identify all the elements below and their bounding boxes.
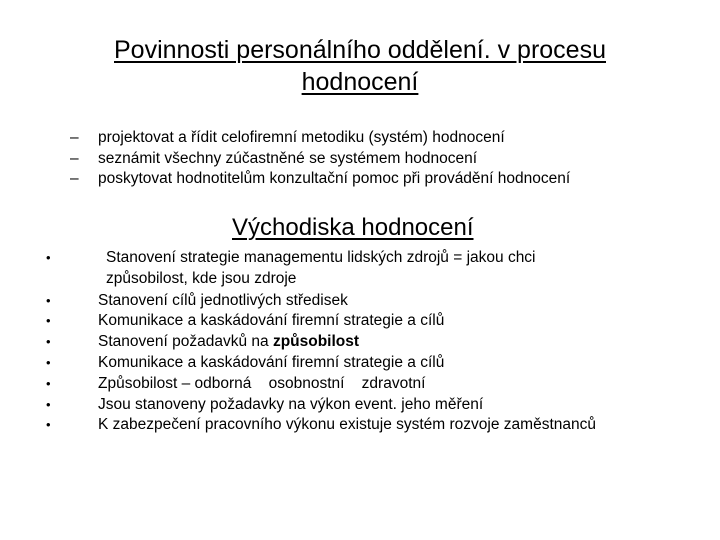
bullet-text: Komunikace a kaskádování firemní strategie a cílů <box>98 353 445 371</box>
bullet-marker: • <box>46 313 51 329</box>
bases-list <box>44 248 626 436</box>
duty-text: poskytovat hodnotitelům konzultační pomoc při provádění hodnocení <box>98 170 571 187</box>
duty-text: seznámit všechny zúčastněné se systémem hodnocení <box>98 149 478 167</box>
bullet-text-line-1: Stanovení strategie managementu lidských zdrojů = jakou chci <box>106 249 536 266</box>
bullet-text <box>98 332 359 353</box>
dash-marker: – <box>70 170 79 187</box>
bullet-marker: • <box>46 250 51 265</box>
list-item <box>44 395 626 416</box>
list-item <box>44 311 626 332</box>
list-item <box>44 248 626 290</box>
list-item <box>44 291 626 312</box>
bullet-marker: • <box>46 334 51 350</box>
list-item <box>44 374 626 395</box>
dash-marker: – <box>70 149 79 167</box>
list-item <box>44 332 626 353</box>
page-title-line-2: hodnocení <box>301 68 419 96</box>
bullet-marker: • <box>46 292 51 308</box>
list-item <box>70 128 570 149</box>
bullet-marker: • <box>46 396 51 412</box>
bullet-marker: • <box>46 354 51 370</box>
bullet-text <box>98 248 626 290</box>
page-title <box>40 34 680 98</box>
bullet-text: Stanovení cílů jednotlivých středisek <box>98 291 348 309</box>
bullet-text: Způsobilost – odborná osobnostní zdravotní <box>98 374 426 392</box>
bullet-text-emphasis: způsobilost <box>272 333 360 351</box>
section-heading: Východiska hodnocení <box>232 214 474 241</box>
dash-marker: – <box>70 129 79 146</box>
page-title-line-1: Povinnosti personálního oddělení. v procesu <box>114 36 606 64</box>
list-item <box>70 149 570 170</box>
bullet-text: Komunikace a kaskádování firemní strategie a cílů <box>98 312 445 330</box>
list-item <box>44 415 626 436</box>
duties-list <box>70 128 570 190</box>
bullet-text-prefix: Stanovení požadavků na <box>98 333 273 351</box>
list-item <box>70 169 570 190</box>
list-item <box>44 353 626 374</box>
duty-text: projektovat a řídit celofiremní metodiku (systém) hodnocení <box>98 129 505 146</box>
bullet-marker: • <box>46 417 51 433</box>
bullet-text: Jsou stanoveny požadavky na výkon event. jeho měření <box>98 395 484 413</box>
bullet-marker: • <box>46 375 51 391</box>
bullet-text: K zabezpečení pracovního výkonu existuje systém rozvoje zaměstnanců <box>98 416 596 434</box>
bullet-text-line-2: způsobilost, kde jsou zdroje <box>106 269 297 287</box>
